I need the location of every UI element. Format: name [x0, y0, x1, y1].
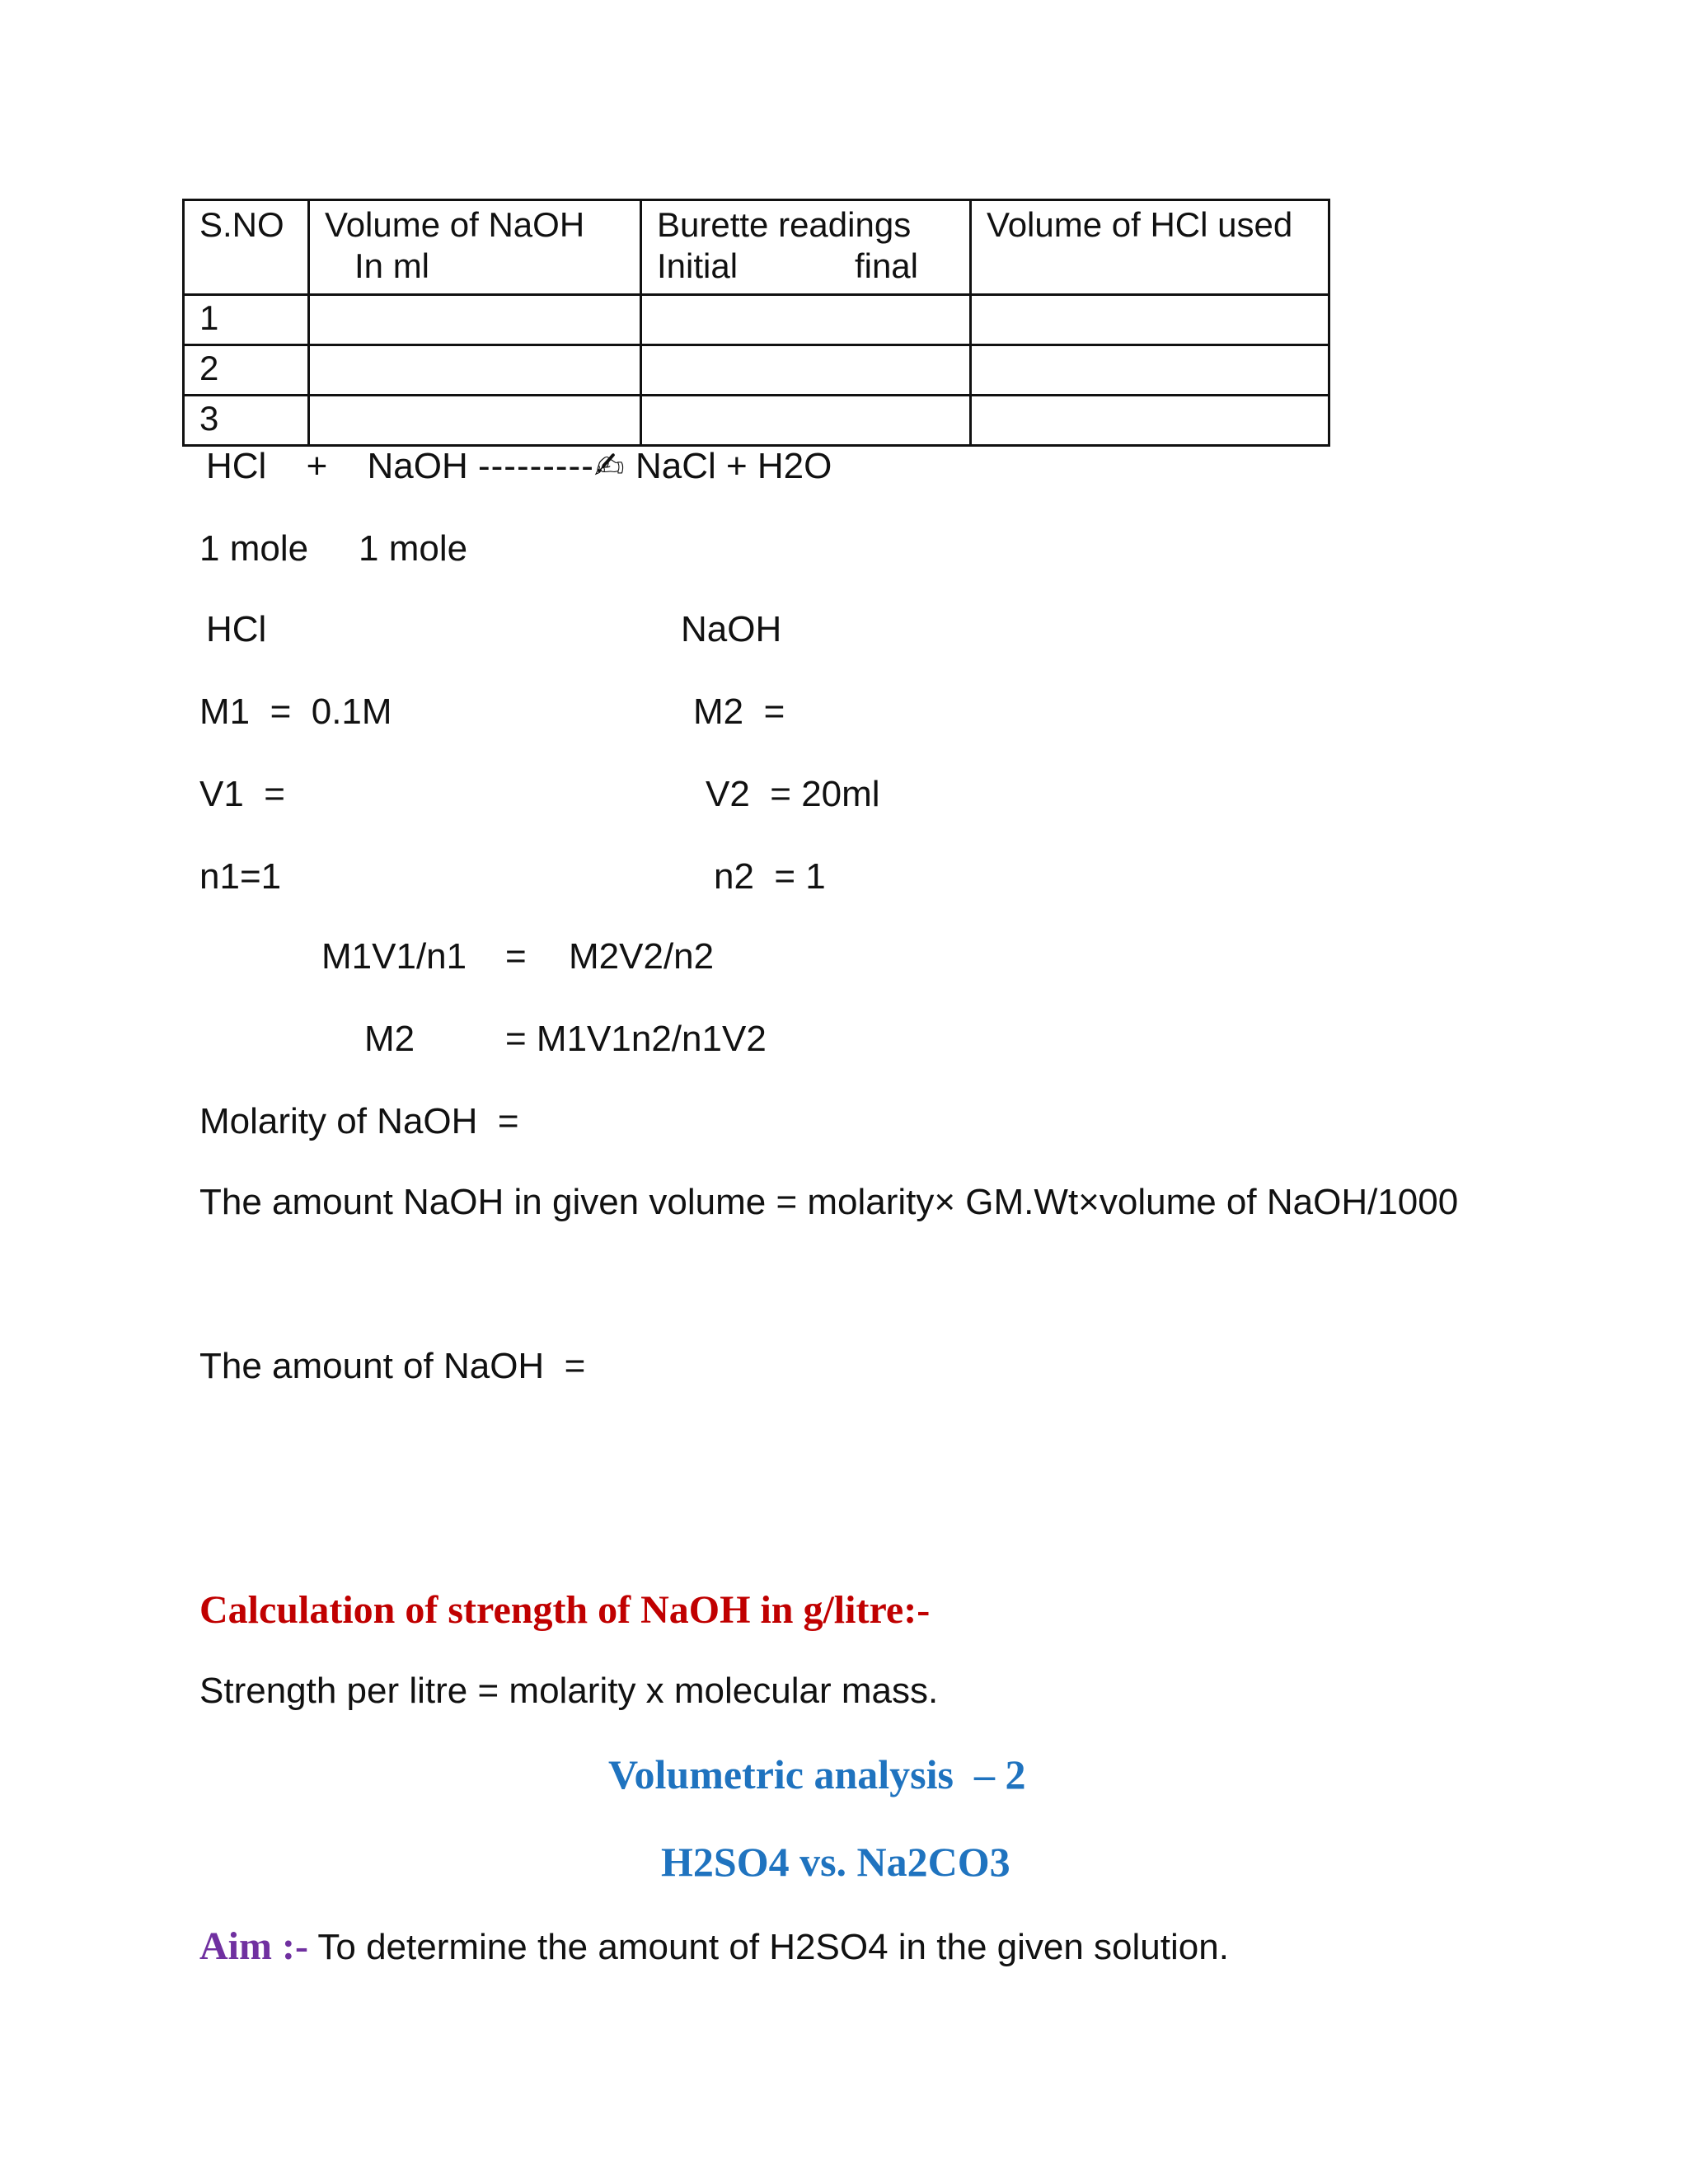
- calculation-heading: Calculation of strength of NaOH in g/litre:-: [199, 1588, 931, 1632]
- table-cell: [309, 345, 641, 396]
- table-row: [184, 396, 1329, 446]
- section-heading: Volumetric analysis – 2: [608, 1751, 1026, 1797]
- reaction-equation: [206, 445, 832, 488]
- header-volume-naoh: Volume of NaOH In ml: [309, 200, 641, 295]
- value-m1: M1 = 0.1M: [199, 691, 392, 732]
- table-cell-sno: 2: [184, 345, 309, 396]
- table-header-row: [184, 200, 1329, 295]
- label-hcl: HCl: [206, 609, 267, 649]
- formula-m2: M2: [364, 1019, 415, 1059]
- formula-left: M1V1/n1: [321, 936, 467, 977]
- value-v2: V2 = 20ml: [706, 774, 880, 814]
- table-cell: [641, 396, 971, 446]
- aim-line: [199, 1925, 1229, 1969]
- observation-table: [182, 199, 1330, 447]
- value-m2: M2 =: [693, 691, 785, 732]
- value-n1: n1=1: [199, 856, 282, 897]
- table-cell: [309, 396, 641, 446]
- header-initial: Initial: [657, 246, 738, 285]
- mole-naoh: 1 mole: [359, 528, 468, 569]
- table-cell-sno: 3: [184, 396, 309, 446]
- plus-sign: +: [306, 446, 328, 486]
- header-final: final: [854, 246, 918, 285]
- table-cell: [309, 295, 641, 345]
- table-cell-sno: 1: [184, 295, 309, 345]
- reactant-hcl: HCl: [206, 446, 267, 486]
- header-burette-readings: Burette readings Initial final: [641, 200, 971, 295]
- table-row: [184, 345, 1329, 396]
- value-v1: V1 =: [199, 774, 285, 814]
- amount-line: The amount of NaOH =: [199, 1346, 586, 1386]
- molarity-line: Molarity of NaOH =: [199, 1101, 519, 1141]
- table-cell: [641, 295, 971, 345]
- value-n2: n2 = 1: [714, 856, 826, 897]
- table-cell: [971, 345, 1329, 396]
- arrow-symbol: ---------✍: [477, 446, 626, 486]
- products: NaCl + H2O: [635, 446, 832, 486]
- table-cell: [971, 396, 1329, 446]
- aim-text: To determine the amount of H2SO4 in the given solution.: [317, 1927, 1229, 1967]
- label-naoh: NaOH: [681, 609, 782, 649]
- header-volume-hcl: Volume of HCl used: [971, 200, 1329, 295]
- mole-hcl: 1 mole: [199, 528, 309, 569]
- section-subheading: H2SO4 vs. Na2CO3: [661, 1839, 1010, 1885]
- reactant-naoh: NaOH: [367, 446, 468, 486]
- formula-equals: =: [505, 936, 527, 977]
- formula-right: M2V2/n2: [569, 936, 715, 977]
- strength-line: Strength per litre = molarity x molecular mass.: [199, 1671, 939, 1711]
- header-volume-unit: In ml: [354, 246, 430, 285]
- aim-label: Aim :-: [199, 1924, 308, 1968]
- table-cell: [971, 295, 1329, 345]
- table-cell: [641, 345, 971, 396]
- amount-formula-line: The amount NaOH in given volume = molarity× GM.Wt×volume of NaOH/1000: [199, 1182, 1459, 1222]
- formula-m2-expression: = M1V1n2/n1V2: [505, 1019, 767, 1059]
- header-sno: S.NO: [184, 200, 309, 295]
- table-row: [184, 295, 1329, 345]
